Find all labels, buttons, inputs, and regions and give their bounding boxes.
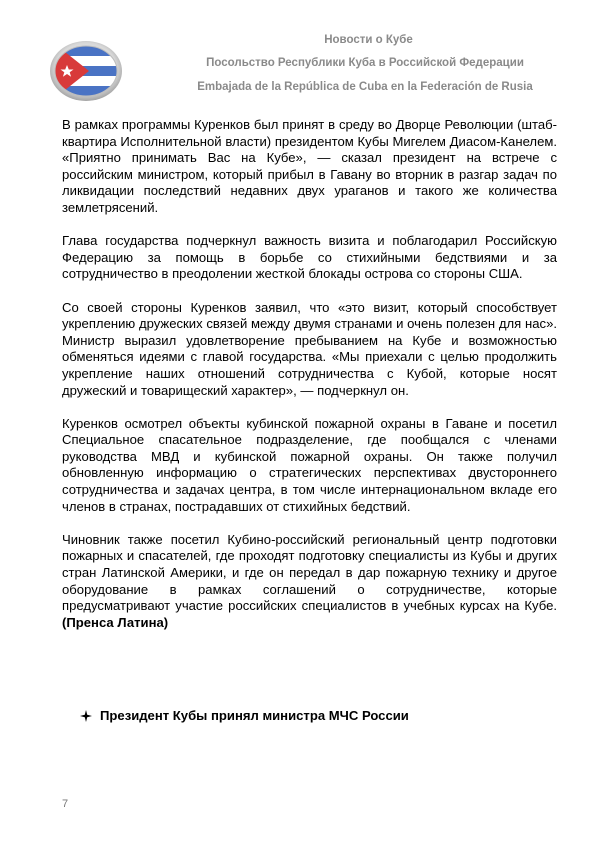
- header-title: Новости о Кубе: [324, 34, 413, 46]
- next-article-heading: [80, 708, 409, 723]
- page-number: 7: [62, 798, 69, 810]
- paragraph-5: [62, 532, 557, 632]
- paragraph-3: Со своей стороны Куренков заявил, что «это визит, который способствует укреплению дружеских связей между двумя странами и очень полезен для нас». Министр выразил удовлетворение пребыванием на Кубе и возможностью обменяться идеями с главой государства. «Мы приехали с целью продолжить укрепление наших отношений сотрудничества с Кубой, которые носят дружеский и товарищеский характер», — подчеркнул он.: [62, 299, 557, 398]
- paragraph-4: Куренков осмотрел объекты кубинской пожарной охраны в Гаване и посетил Специальное спасательное подразделение, где пообщался с членами руководства МВД и кубинской пожарной охраны. Он также получил обновленную информацию о стратегических перспективах двустороннего сотрудничества и задачах центра, в том числе интернациональном вкладе его членов в странах, пострадавших от стихийных бедствий.: [62, 415, 557, 514]
- paragraph-5-text: Чиновник также посетил Кубино-российский региональный центр подготовки пожарных и спасателей, где проходят подготовку специалисты из Кубы и других стран Латинской Америки, и где он передал в дар пожарную технику и другое оборудование в рамках соглашений о сотрудничестве, которые предусматривают участие российских специалистов в учебных курсах на Кубе.: [62, 531, 557, 614]
- header-embassy-ru: Посольство Республики Куба в Российской Федерации: [206, 57, 524, 69]
- article-body: [62, 117, 557, 648]
- page-header: [0, 0, 602, 110]
- next-article-title: Президент Кубы принял министра МЧС России: [100, 708, 409, 723]
- header-embassy-es: Embajada de la República de Cuba en la Federación de Rusia: [197, 81, 533, 93]
- paragraph-2: Глава государства подчеркнул важность визита и поблагодарил Российскую Федерацию за помощь в борьбе со стихийными бедствиями и за сотрудничество в преодолении жесткой блокады острова со стороны США.: [62, 233, 557, 282]
- paragraph-1: В рамках программы Куренков был принят в среду во Дворце Революции (штаб-квартира Исполнительной власти) президентом Кубы Мигелем Диасом-Канелем. «Приятно принимать Вас на Кубе», — сказал президент на встрече с российским министром, который прибыл в Гавану во вторник в разгар задач по ликвидации последствий недавних двух ураганов и такого же количества землетрясений.: [62, 117, 557, 215]
- diamond-bullet-icon: [80, 710, 92, 722]
- source-credit: (Пренса Латина): [62, 614, 169, 630]
